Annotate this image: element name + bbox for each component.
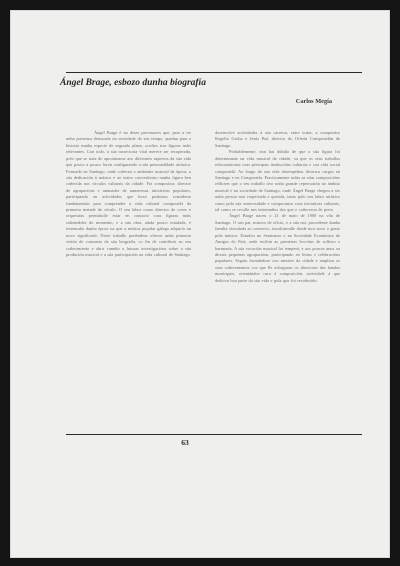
header-rule <box>66 72 362 73</box>
paragraph: Ángel Brage é un deses personaxes que, pese a ter unha presenza destacada na sociedade do seu tempo, quedan para a historia nunha especie de segundo plano, ocultos tras figuras máis relevantes. Con todo, a súa traxectoria vital merece ser recuperada, polo que se trata de aproximarse aos diferentes aspectos da súa vida que pouco a pouco foron configurando a súa personalidade artística. Formado en Santiago, onde coñeceu o ambiente musical da época, a súa dedicación á música e ao teatro convertírono nunha figura ben coñecida nos círculos culturais da cidade. Foi compositor, director de agrupacións e animador de numerosas iniciativas populares, participando en actividades que hoxe podemos considerar fundamentais para comprender a vida cultural compostelá da primeira metade do século. O seu labor como director de coros e orquestras permitiulle estar en contacto coas figuras máis salientables do momento, e a súa obra, aínda pouco estudada, é testemuño dunha época na que a música popular galega adquiría un novo significado. Neste traballo preténdese ofrecer unha primeira visión de conxunto da súa biografía, co fin de contribuír ao seu coñecemento e abrir camiño a futuras investigacións sobre a súa produción musical e a súa participación na vida cultural de Santiago. <box>66 130 191 258</box>
article-author: Carlos Megía <box>295 98 332 105</box>
text-column-right <box>215 130 340 284</box>
paragraph: Ángel Brage naceu o 21 de maio de 1900 na vila de Santiago. O seu pai, músico de oficio, e a súa nai, procedente dunha familia vinculada ao comercio, inculcáronlle desde moi novo o gusto pola música. Estudou no Seminario e na Sociedade Económica de Amigos do País, onde recibiu as primeiras leccións de solfexo e harmonía. A súa vocación musical foi temperá, e aos poucos anos xa dirixía pequenas agrupacións, participando en festas e celebracións populares. Seguiu formándose con mestres da cidade e ampliou os seus coñecementos cos que lle achegaron os directores das bandas municipais, orientándoo cara á composición, actividade á que dedicou boa parte da súa vida e pola que foi recoñecido. <box>215 213 340 283</box>
footer-rule <box>66 434 362 435</box>
article-title: Ángel Brage, esbozo dunha biografía <box>60 78 206 88</box>
paragraph: desenvolve actividades á súa carreira, entre todas, a compositor Rogelio Groba e Jesús Bal, director do Orfeón Compostelán de Santiago. <box>215 130 340 148</box>
paragraph: Probablemente, non hai dúbida de que a súa figura foi determinante na vida musical da cidade, xa que os seus traballos relacionáronse coas principais institucións culturais e coa vida social compostelá. Ao longo da súa vida desempeñou diversos cargos en Santiago e en Compostela. Practicamente todas as súas composicións reflicten que o seu traballo tivo unha grande repercusión no ámbito musical e na sociedade de Santiago, onde Ángel Brage chegou a ser unha persoa moi respectada e querida, tanto polo seu labor artístico como pola súa xenerosidade e compromiso coas iniciativas culturais, tal como se recolle nos testemuños dos que o coñeceron de preto. <box>215 149 341 213</box>
page-number: 63 <box>181 438 189 447</box>
text-column-left <box>66 130 191 258</box>
document-page <box>10 10 390 558</box>
